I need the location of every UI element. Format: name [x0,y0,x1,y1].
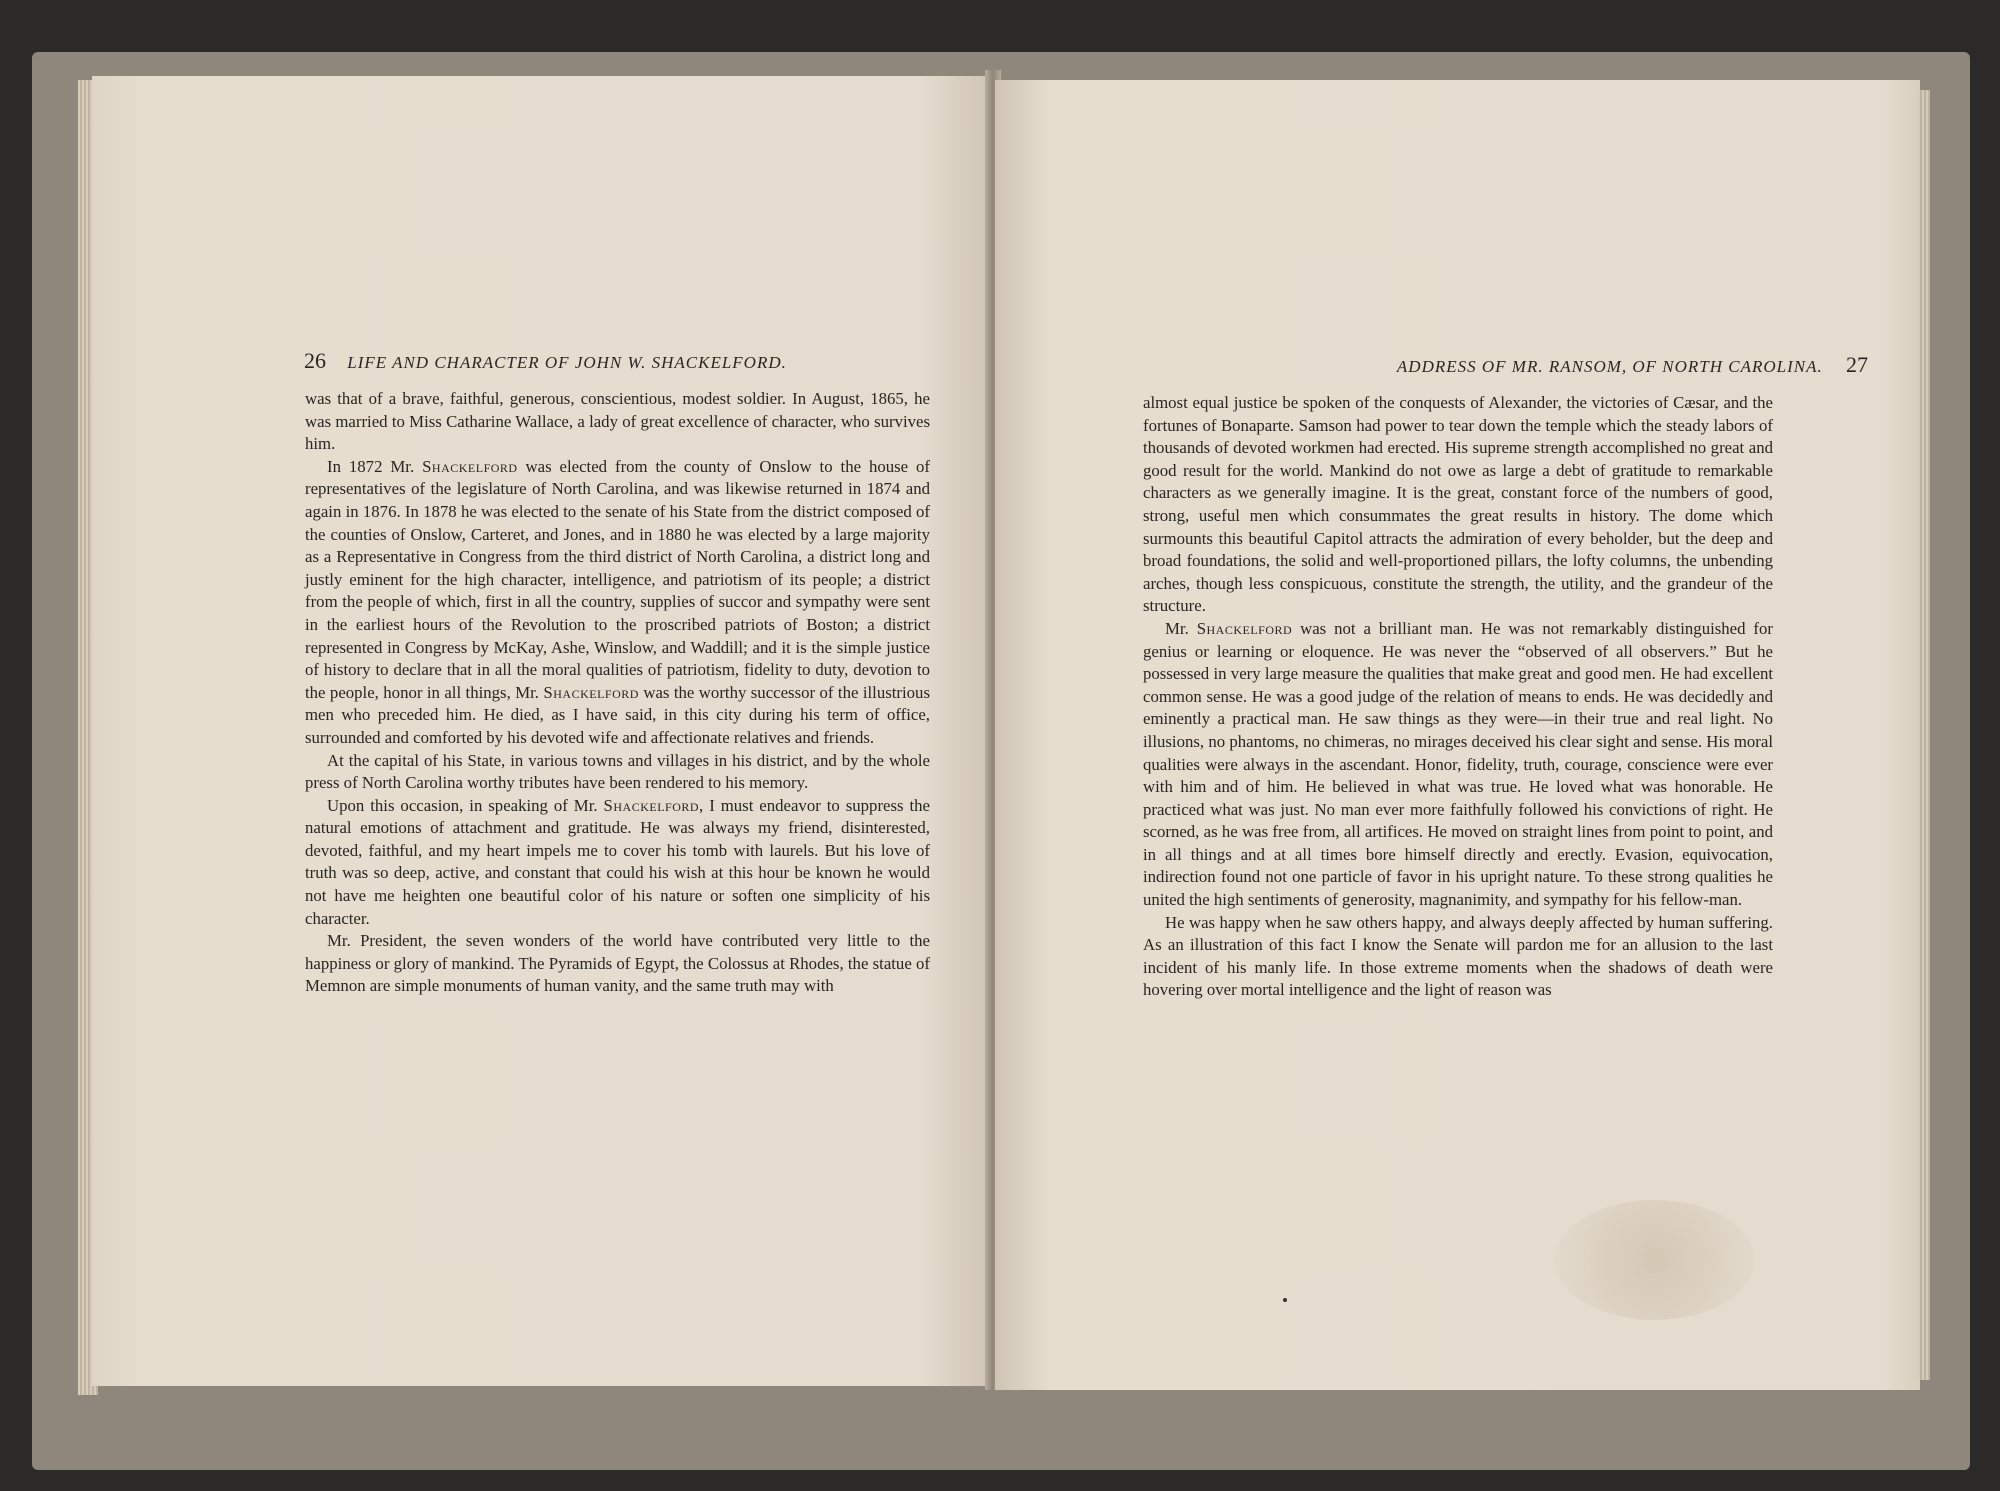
name-small-caps: Shackelford [422,456,518,476]
name-small-caps: Shackelford [603,795,700,815]
paper-stain [1555,1200,1755,1320]
running-head-left: LIFE AND CHARACTER OF JOHN W. SHACKELFORD. [347,353,787,372]
left-page [92,76,992,1386]
text-run: Mr. President, the seven wonders of the world have contributed very little to the happiness or glory of mankind. The Pyramids of Egypt, the Colossus at Rhodes, the statue of Memnon are simple monuments of human vanity, and the same truth may with [305,931,930,996]
paragraph [305,388,930,456]
text-run: In 1872 Mr. [327,456,423,476]
left-page-body [305,388,930,998]
paragraph [305,456,930,750]
text-run: was not a brilliant man. He was not remarkably distinguished for genius or learning or eloquence. He was never the “observed of all observers.” But he possessed in very large measure the qualities that make great and good men. He had excellent common sense. He was a good judge of the relation of means to ends. He was decidedly and eminently a practical man. He saw things as they were—in their true and real light. No illusions, no phantoms, no chimeras, no mirages deceived his clear sight and sense. His moral qualities were always in the ascendant. Honor, fidelity, truth, courage, conscience were ever with him and of him. He believed in what was true. He loved what was honorable. He practiced what was just. No man ever more faithfully followed his convictions of right. He scorned, as he was free from, all artifices. He moved on straight lines from point to point, and in all things and at all times bore himself directly and erectly. Evasion, equivocation, indirection found not one particle of favor in his upright nature. To these strong qualities he united the high sentiments of generosity, magnanimity, and sympathy for his fellow-man. [1143,618,1773,910]
text-run: Mr. [1165,618,1197,638]
page-number-left: 26 [304,348,326,373]
text-run: almost equal justice be spoken of the conquests of Alexander, the victories of Cæsar, and the fortunes of Bonaparte. Samson had power to tear down the temple which the steady labors of thousands of devoted workmen had erected. His supreme strength accomplished no great and good result for the world. Mankind do not owe as large a debt of gratitude to remarkable characters as we generally imagine. It is the great, constant force of the numbers of good, strong, useful men which consummates the great results in history. The dome which surmounts this beautiful Capitol attracts the admiration of every beholder, but the deep and broad foundations, the solid and well-proportioned pillars, the lofty columns, the unbending arches, though less conspicuous, constitute the strength, the utility, and the grandeur of the structure. [1143,393,1773,616]
right-page-header [1223,352,1868,382]
text-run: was the worthy successor of the illustrious men who preceded him. He died, as I have said, in this city during his term of office, surrounded and comforted by his devoted wife and affectionate relatives and friends. [305,682,930,747]
text-run: Upon this occasion, in speaking of Mr. [327,795,604,815]
paragraph [305,930,930,998]
paragraph [305,795,930,931]
paragraph [305,750,930,795]
paper-speck [1283,1298,1287,1302]
text-run: was that of a brave, faithful, generous, conscientious, modest soldier. In August, 1865, he was married to Miss Catharine Wallace, a lady of great excellence of character, who survives him. [305,389,930,454]
page-number-right: 27 [1846,352,1868,377]
text-run: , I must endeavor to suppress the natural emotions of attachment and gratitude. He was always my friend, disinterested, devoted, faithful, and my heart impels me to cover his tomb with laurels. But his love of truth was so deep, active, and constant that could his wish at this hour be known he would not have me heighten one beautiful color of his nature or soften one simplicity of his character. [305,795,930,928]
left-page-header [304,348,944,378]
text-run: At the capital of his State, in various towns and villages in his district, and by the whole press of North Carolina worthy tributes have been rendered to his memory. [305,750,930,793]
right-page-body [1143,392,1773,1002]
text-run: He was happy when he saw others happy, and always deeply affected by human suffering. As an illustration of this fact I know the Senate will pardon me for an allusion to the last incident of his manly life. In those extreme moments when the shadows of death were hovering over mortal intelligence and the light of reason was [1143,912,1773,1000]
paragraph [1143,618,1773,912]
text-run: was elected from the county of Onslow to the house of representatives of the legislature of North Carolina, and was likewise returned in 1874 and again in 1876. In 1878 he was elected to the senate of his State from the district composed of the counties of Onslow, Carteret, and Jones, and in 1880 he was elected by a large majority as a Representative in Congress from the third district of North Carolina, a district long and justly eminent for the high character, intelligence, and patriotism of its people; a district from the people of which, first in all the country, supplies of succor and sympathy were sent in the earliest hours of the Revolution to the proscribed patriots of Boston; a district represented in Congress by McKay, Ashe, Winslow, and Waddill; and it is the simple justice of history to declare that in all the moral qualities of patriotism, fidelity to duty, devotion to the people, honor in all things, Mr. [305,456,931,702]
paragraph [1143,912,1773,1002]
name-small-caps: Shackelford [543,682,639,702]
right-page [995,80,1920,1390]
running-head-right: ADDRESS OF MR. RANSOM, OF NORTH CAROLINA. [1396,357,1823,376]
name-small-caps: Shackelford [1196,618,1293,638]
paragraph [1143,392,1773,618]
page-edges-right [1918,90,1930,1380]
